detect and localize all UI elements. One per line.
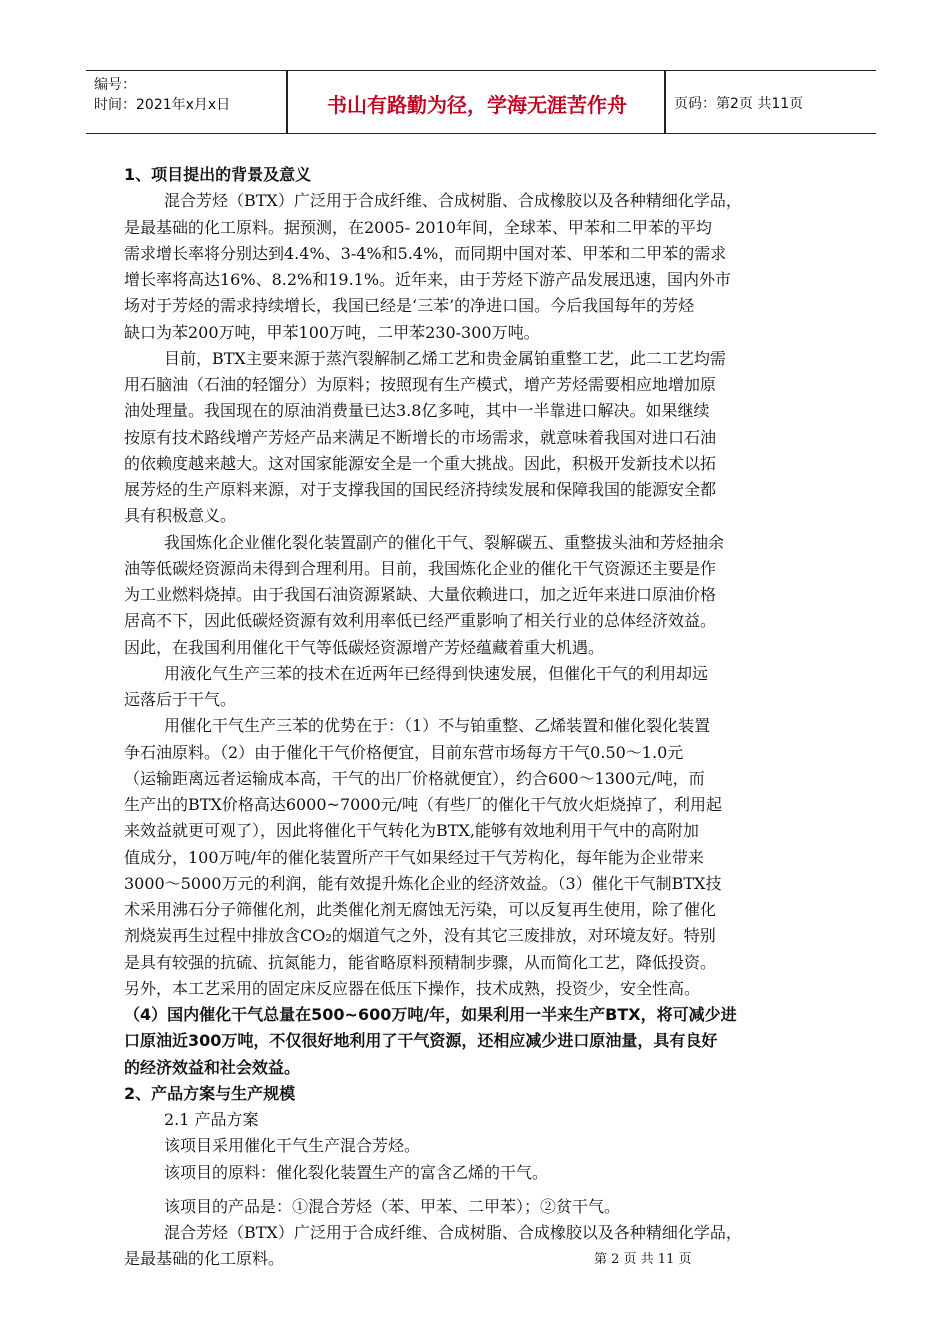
text-line: 具有积极意义。 — [124, 506, 237, 526]
text-line: 我国炼化企业催化裂化装置副产的催化干气、裂解碳五、重整拔头油和芳烃抽余 — [164, 532, 725, 552]
text-line: 混合芳烃（BTX）广泛用于合成纤维、合成树脂、合成橡胶以及各种精细化学品， — [164, 191, 742, 211]
text-line: 术采用沸石分子筛催化剂，此类催化剂无腐蚀无污染，可以反复再生使用，除了催化 — [124, 900, 717, 919]
section-line: 1、项目提出的背景及意义 — [124, 165, 312, 184]
text-line: 用液化气生产三苯的技术在近两年已经得到快速发展，但催化干气的利用却远 — [164, 663, 709, 683]
text-line: 远落后于干气。 — [124, 690, 237, 709]
text-line: 是最基础的化工原料。 — [124, 1249, 285, 1269]
text-line: 是具有较强的抗硫、抗氮能力，能省略原料预精制步骤，从而简化工艺，降低投资。 — [124, 952, 717, 972]
text-line: 混合芳烃（BTX）广泛用于合成纤维、合成树脂、合成橡胶以及各种精细化学品， — [164, 1223, 742, 1242]
text-line: （运输距离远者运输成本高，干气的出厂价格就便宜），约合600～1300元/吨，而 — [124, 768, 705, 788]
section-line: 口原油近300万吨，不仅很好地利用了干气资源，还相应减少进口原油量，具有良好 — [124, 1031, 718, 1051]
text-line: 剂烧炭再生过程中排放含CO₂的烟道气之外，没有其它三废排放，对环境友好。特别 — [124, 926, 716, 946]
section-line: 2、产品方案与生产规模 — [124, 1083, 296, 1103]
section-line: 的经济效益和社会效益。 — [124, 1057, 301, 1077]
header-divider — [286, 71, 288, 133]
text-line: 生产出的BTX价格高达6000~7000元/吨（有些厂的催化干气放火炬烧掉了，利用起 — [124, 795, 723, 814]
header-motto: 书山有路勤为径，学海无涯苦作舟 — [327, 93, 627, 117]
text-line: 用催化干气生产三苯的优势在于：（1）不与铂重整、乙烯装置和催化裂化装置 — [164, 716, 711, 736]
page-info: 页码：第2页 共11页 — [674, 96, 804, 112]
text-line: 居高不下，因此低碳烃资源有效利用率低已经严重影响了相关行业的总体经济效益。 — [124, 611, 717, 631]
document-body — [124, 162, 844, 1273]
text-line: 争石油原料。（2）由于催化干气价格便宜，目前东营市场每方干气0.50～1.0元 — [124, 742, 684, 762]
section-line: （4）国内催化干气总量在500~600万吨/年，如果利用一半来生产BTX，将可减少进 — [124, 1005, 737, 1024]
text-line: 来效益就更可观了），因此将催化干气转化为BTX,能够有效地利用干气中的高附加 — [124, 821, 699, 841]
text-line: 用石脑油（石油的轻馏分）为原料；按照现有生产模式，增产芳烃需要相应地增加原 — [124, 375, 717, 394]
text-line: 目前，BTX主要来源于蒸汽裂解制乙烯工艺和贵金属铂重整工艺，此二工艺均需 — [164, 348, 726, 368]
text-line: 场对于芳烃的需求持续增长，我国已经是‘三苯’的净进口国。今后我国每年的芳烃 — [124, 296, 695, 316]
text-line: 油等低碳烃资源尚未得到合理利用。目前，我国炼化企业的催化干气资源还主要是作 — [124, 558, 717, 578]
text-line: 展芳烃的生产原料来源，对于支撑我国的国民经济持续发展和保障我国的能源安全都 — [124, 480, 717, 499]
text-line: 该项目的原料：催化裂化装置生产的富含乙烯的干气。 — [164, 1162, 549, 1182]
text-line: 该项目采用催化干气生产混合芳烃。 — [164, 1136, 421, 1156]
number-label: 编号： — [94, 77, 136, 93]
text-line: 的依赖度越来越大。这对国家能源安全是一个重大挑战。因此，积极开发新技术以拓 — [124, 453, 717, 473]
text-line: 值成分，100万吨/年的催化装置所产干气如果经过干气芳构化，每年能为企业带来 — [124, 847, 704, 867]
header-meta — [94, 75, 230, 115]
text-line: 是最基础的化工原料。据预测，在2005- 2010年间，全球苯、甲苯和二甲苯的平均 — [124, 217, 712, 237]
text-line: 缺口为苯200万吨，甲苯100万吨，二甲苯230-300万吨。 — [124, 322, 540, 342]
text-line: 因此，在我国利用催化干气等低碳烃资源增产芳烃蕴藏着重大机遇。 — [124, 637, 605, 657]
text-line: 2.1 产品方案 — [164, 1110, 259, 1129]
text-line: 为工业燃料烧掉。由于我国石油资源紧缺、大量依赖进口，加之近年来进口原油价格 — [124, 585, 717, 604]
text-line: 增长率将高达16%、8.2%和19.1%。近年来，由于芳烃下游产品发展迅速，国内外市 — [124, 270, 732, 289]
text-line: 另外，本工艺采用的固定床反应器在低压下操作，技术成熟，投资少，安全性高。 — [124, 978, 701, 998]
header-divider — [664, 71, 666, 133]
text-line: 油处理量。我国现在的原油消费量已达3.8亿多吨，其中一半靠进口解决。如果继续 — [124, 401, 710, 421]
text-line: 按原有技术路线增产芳烃产品来满足不断增长的市场需求，就意味着我国对进口石油 — [124, 427, 717, 447]
text-line: 需求增长率将分别达到4.4%、3-4%和5.4%，而同期中国对苯、甲苯和二甲苯的需求 — [124, 243, 727, 263]
time-label: 时间：2021年x月x日 — [94, 97, 231, 113]
text-line: 3000～5000万元的利润，能有效提升炼化企业的经济效益。（3）催化干气制BTX技 — [124, 873, 722, 893]
page-footer: 第 2 页 共 11 页 — [594, 1252, 692, 1267]
document-header — [86, 70, 876, 134]
text-line: 该项目的产品是：①混合芳烃（苯、甲苯、二甲苯）；②贫干气。 — [164, 1196, 621, 1216]
